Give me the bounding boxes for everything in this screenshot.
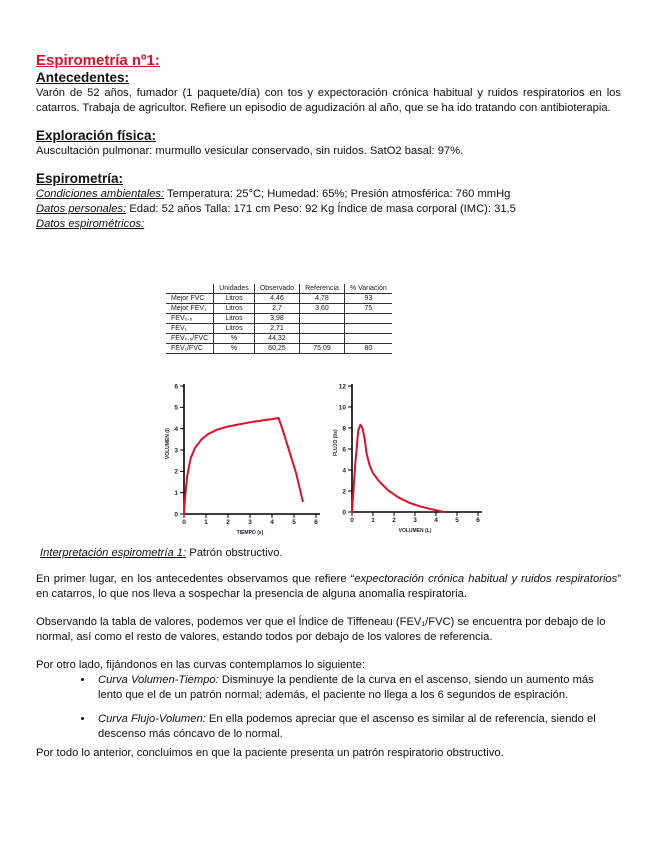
datos-personales-text: Edad: 52 años Talla: 171 cm Peso: 92 Kg Índice de masa corporal (IMC): 31,5 [126,203,516,215]
table-row [166,334,392,344]
x-tick-label: 3 [248,519,252,526]
table-cell: 4,46 [254,294,299,304]
y-tick-label: 4 [174,425,178,433]
x-tick-label: 0 [350,517,354,524]
list-item [94,712,621,742]
x-tick-label: 6 [476,517,480,524]
table-cell: 44,32 [254,334,299,344]
table-row [166,324,392,334]
y-axis-label: VOLUMEN (l) [165,428,171,460]
list-item [94,673,621,703]
table-cell: 3,98 [254,314,299,324]
table-cell: 2,7 [254,304,299,314]
datos-personales-line [36,202,621,217]
table-row [166,304,392,314]
interpretation-section [36,546,621,761]
table-cell: FEV₀.₅/FVC [166,334,214,344]
table-header: Unidades [214,284,255,294]
y-tick-label: 0 [342,509,346,517]
bullet-label: Curva Flujo-Volumen: [98,713,206,725]
spirometry-curves [160,376,500,541]
interpretacion-text: Patrón obstructivo. [186,547,283,559]
table-cell: Litros [214,294,255,304]
curves-list [36,673,621,742]
interpretacion-label: Interpretación espirometría 1: [40,547,187,559]
page-title: Espirometría nº1: [36,52,160,69]
x-tick-label: 4 [434,517,438,524]
table-cell: 2,71 [254,324,299,334]
table-row [166,344,392,354]
table-cell: FEV₀.₅ [166,314,214,324]
table-header-row [166,284,392,294]
series-line [352,425,444,512]
y-tick-label: 2 [174,468,178,476]
x-tick-label: 0 [182,519,186,526]
condiciones-line [36,187,621,202]
volume-time-chart [165,383,320,536]
table-cell [344,324,391,334]
table-cell: 60,25 [254,344,299,354]
x-tick-label: 3 [413,517,417,524]
table-cell: 3,60 [300,304,345,314]
bullet-text: En ella podemos apreciar que el ascenso es similar al de referencia, siendo el descenso más cóncavo de lo normal. [98,713,596,740]
table-cell: 75,09 [300,344,345,354]
paragraph-curvas: Por otro lado, fijándonos en las curvas contemplamos lo siguiente: [36,659,365,671]
bullet-label: Curva Volumen-Tiempo: [98,674,219,686]
conclusion: Por todo lo anterior, concluimos en que la paciente presenta un patrón respiratorio obstructivo. [36,747,504,759]
table-cell: 75 [344,304,391,314]
spirometry-table [166,284,392,354]
table-cell: Litros [214,324,255,334]
document-body [36,52,621,232]
y-tick-label: 1 [174,489,178,497]
table-cell: Litros [214,314,255,324]
bullet-text: Disminuye la pendiente de la curva en el ascenso, siendo un aumento más lento que el de un patrón normal; además, el paciente no llega a los 6 segundos de espiración. [98,674,594,701]
antecedentes-text: Varón de 52 años, fumador (1 paquete/día) con tos y expectoración crónica habitual y ruidos respiratorios en los catarros. Trabaja de agricultor. Refiere un episodio de agudización al año, que se ha ido tratando con antibioterapia. [36,87,621,114]
y-tick-label: 10 [338,404,346,412]
table-cell [300,324,345,334]
paragraph1-after: ” en catarros, lo que nos lleva a sospechar la presencia de alguna anomalía respiratoria. [36,573,621,600]
table-cell [300,314,345,324]
y-tick-label: 2 [342,488,346,496]
paragraph-tabla: Observando la tabla de valores, podemos ver que el Índice de Tiffeneau (FEV₁/FVC) se encuentra por debajo de lo normal, así como el resto de valores, estando todos por debajo de los valores de referencia. [36,616,606,643]
flow-volume-chart [333,383,482,534]
datos-personales-label: Datos personales: [36,203,127,215]
table-cell: 80 [344,344,391,354]
x-tick-label: 5 [292,519,296,526]
exploracion-text: Auscultación pulmonar: murmullo vesicular conservado, sin ruidos. SatO2 basal: 97%. [36,145,464,157]
table-header: Referencia [300,284,345,294]
paragraph1-quote: expectoración crónica habitual y ruidos respiratorios [354,573,618,585]
table-header [166,284,214,294]
table-cell: % [214,334,255,344]
series-line [184,418,303,514]
x-tick-label: 2 [392,517,396,524]
antecedentes-heading: Antecedentes: [36,70,130,85]
y-tick-label: 8 [342,425,346,433]
table-cell: 4,78 [300,294,345,304]
x-axis-label: VOLUMEN (L) [398,528,432,534]
exploracion-heading: Exploración física: [36,128,157,143]
espirometria-heading: Espirometría: [36,171,124,186]
condiciones-label: Condiciones ambientales: [36,188,165,200]
interpretacion-line [36,546,621,561]
datos-espirometricos-line [36,217,621,232]
y-tick-label: 5 [174,404,178,412]
table-row [166,294,392,304]
x-tick-label: 6 [314,519,318,526]
table-cell [300,334,345,344]
y-tick-label: 0 [174,511,178,519]
y-axis-label: FLUJO (l/s) [333,429,339,457]
y-tick-label: 3 [174,447,178,455]
datos-espirometricos-label: Datos espirométricos: [36,218,145,230]
y-tick-label: 6 [174,383,178,391]
table-cell: Mejor FVC [166,294,214,304]
table-cell: Mejor FEV₁ [166,304,214,314]
y-tick-label: 4 [342,467,346,475]
table-cell: % [214,344,255,354]
table-cell: FEV₁/FVC [166,344,214,354]
x-tick-label: 1 [204,519,208,526]
x-tick-label: 5 [455,517,459,524]
table-row [166,314,392,324]
table-cell [344,334,391,344]
table-cell: 93 [344,294,391,304]
y-tick-label: 12 [338,383,346,391]
table-cell: FEV₁ [166,324,214,334]
x-tick-label: 1 [371,517,375,524]
paragraph1-before: En primer lugar, en los antecedentes observamos que refiere “ [36,573,355,585]
table-cell [344,314,391,324]
x-tick-label: 4 [270,519,274,526]
x-tick-label: 2 [226,519,230,526]
table-header: Observado [254,284,299,294]
condiciones-text: Temperatura: 25°C; Humedad: 65%; Presión atmosférica: 760 mmHg [164,188,511,200]
table-cell: Litros [214,304,255,314]
y-tick-label: 6 [342,446,346,454]
table-header: % Variación [344,284,391,294]
x-axis-label: TIEMPO (s) [236,530,264,536]
paragraph-antecedentes [36,572,621,602]
